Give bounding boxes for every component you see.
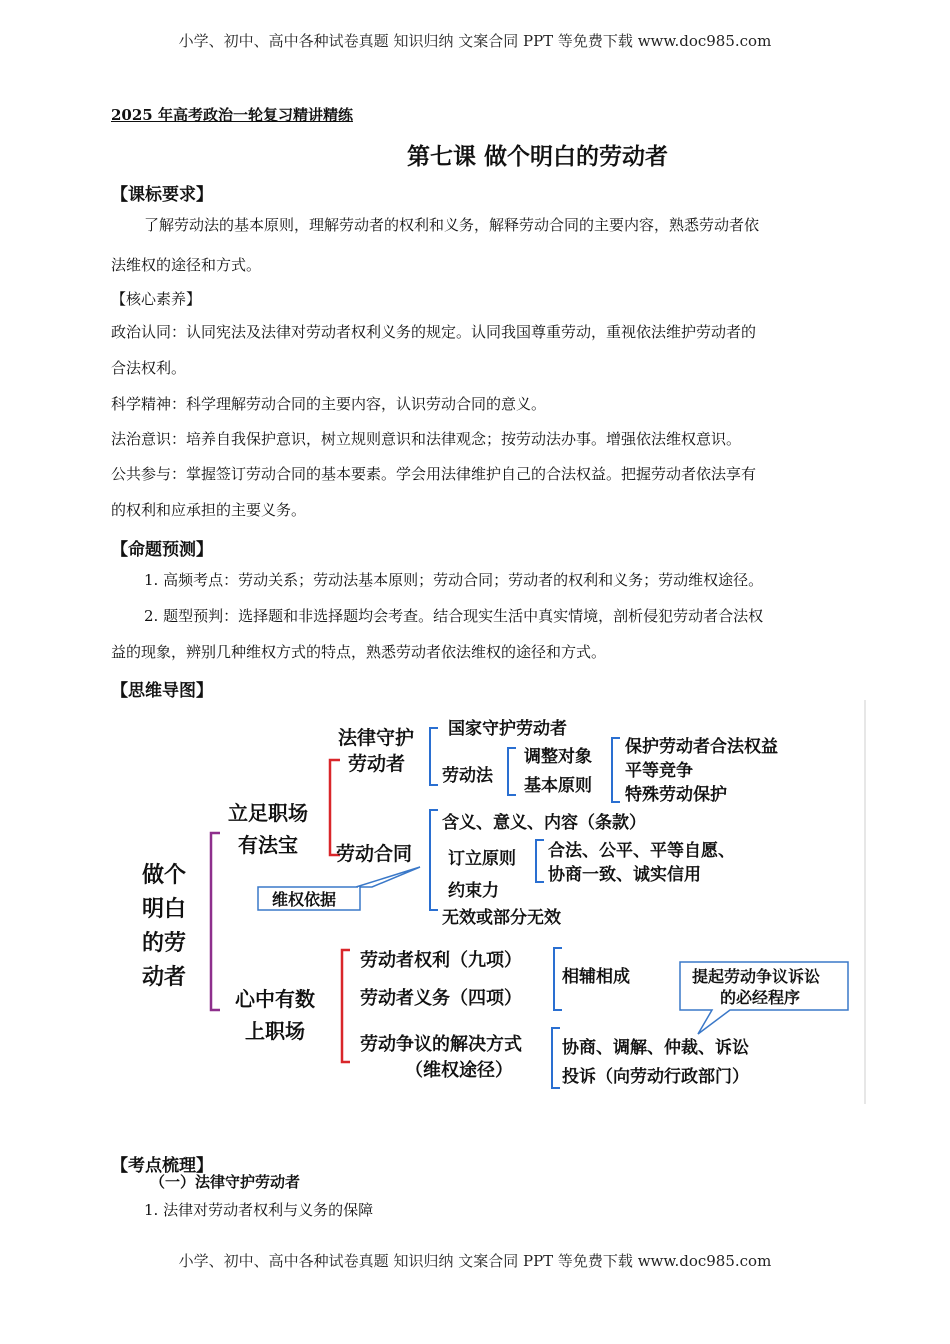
- rights-duties-bracket: [554, 948, 562, 1010]
- root-line: 动者: [142, 965, 187, 990]
- root-line: 明白: [142, 897, 187, 922]
- branch1-line: 有法宝: [238, 833, 298, 857]
- root-line: 的劳: [142, 931, 187, 956]
- root-line: 做个: [142, 863, 187, 888]
- dispute-line: （维权途径）: [405, 1060, 513, 1081]
- procedure-callout-line: 的必经程序: [720, 988, 801, 1007]
- law-protect-line: 劳动者: [348, 753, 406, 775]
- prediction-item2-line2: 益的现象，辨别几种维权方式的特点，熟悉劳动者依法维权的途径和方式。: [111, 643, 607, 661]
- dispute-way: 投诉（向劳动行政部门）: [562, 1067, 749, 1087]
- prediction-heading: 【命题预测】: [111, 540, 213, 560]
- literacy-science: 科学精神：科学理解劳动合同的主要内容，认识劳动合同的意义。: [111, 395, 547, 413]
- branch2-bracket: [342, 950, 350, 1062]
- literacy-public-line2: 的权利和应承担的主要义务。: [111, 501, 307, 519]
- binding-force: 约束力: [448, 881, 499, 901]
- mind-map: [120, 700, 868, 1110]
- standards-line1: 了解劳动法的基本原则，理解劳动者的权利和义务，解释劳动合同的主要内容，熟悉劳动者依: [144, 216, 760, 234]
- law-protect-bracket: [430, 728, 438, 785]
- root-node: [142, 863, 186, 990]
- duties-node: 劳动者义务（四项）: [360, 988, 522, 1009]
- basic-principle: 基本原则: [524, 776, 592, 796]
- prediction-item1: 1. 高频考点：劳动关系；劳动法基本原则；劳动合同；劳动者的权利和义务；劳动维权途径。: [144, 571, 764, 589]
- branch2-line: 上职场: [245, 1019, 305, 1043]
- sign-item: 协商一致、诚实信用: [548, 865, 701, 885]
- root-bracket: [211, 833, 220, 1010]
- principle-item: 平等竞争: [625, 761, 693, 781]
- sign-items-bracket: [536, 840, 544, 882]
- mindmap-heading: 【思维导图】: [111, 681, 213, 701]
- top-banner: 小学、初中、高中各种试卷真题 知识归纳 文案合同 PPT 等免费下载 www.doc985.com: [178, 32, 772, 50]
- basis-callout: 维权依据: [272, 890, 337, 909]
- branch1-node: [228, 801, 308, 857]
- principle-item: 特殊劳动保护: [625, 785, 727, 805]
- contract-bracket: [430, 810, 438, 910]
- law-protect-node: [338, 726, 414, 775]
- prediction-item2-line1: 2. 题型预判：选择题和非选择题均会考查。结合现实生活中真实情境，剖析侵犯劳动者合法权: [144, 607, 764, 625]
- adjust-object: 调整对象: [524, 747, 592, 767]
- points-item1: 1. 法律对劳动者权利与义务的保障: [144, 1201, 374, 1219]
- literacy-public-line1: 公共参与：掌握签订劳动合同的基本要素。学会用法律维护自己的合法权益。把握劳动者依法享有: [111, 465, 757, 483]
- literacy-political-line2: 合法权利。: [111, 359, 187, 377]
- invalid-contract: 无效或部分无效: [442, 908, 561, 928]
- literacy-political-line1: 政治认同：认同宪法及法律对劳动者权利义务的规定。认同我国尊重劳动，重视依法维护劳动者的: [111, 323, 757, 341]
- series-title: 2025 年高考政治一轮复习精讲精练: [111, 106, 353, 124]
- branch1-line: 立足职场: [228, 801, 308, 825]
- dispute-way: 协商、调解、仲裁、诉讼: [562, 1038, 749, 1058]
- branch2-line: 心中有数: [235, 987, 315, 1011]
- procedure-callout-line: 提起劳动争议诉讼: [692, 967, 821, 986]
- standards-heading: 【课标要求】: [111, 185, 213, 205]
- standards-line2: 法维权的途径和方式。: [111, 256, 262, 274]
- points-heading: 【考点梳理】: [111, 1156, 213, 1176]
- contract-meaning: 含义、意义、内容（条款）: [442, 813, 646, 833]
- dispute-line: 劳动争议的解决方式: [360, 1034, 522, 1055]
- rights-node: 劳动者权利（九项）: [360, 950, 522, 971]
- principles-bracket: [612, 738, 620, 802]
- literacy-law: 法治意识：培养自我保护意识，树立规则意识和法律观念；按劳动法办事。增强依法维权意识。: [111, 430, 742, 448]
- bottom-banner: 小学、初中、高中各种试卷真题 知识归纳 文案合同 PPT 等免费下载 www.doc985.com: [178, 1252, 772, 1270]
- law-protect-line: 法律守护: [338, 727, 415, 749]
- contract-node: 劳动合同: [336, 843, 413, 865]
- branch1-bracket: [330, 760, 340, 855]
- points-sub1: （一）法律守护劳动者: [150, 1173, 301, 1191]
- complement-node: 相辅相成: [562, 967, 630, 987]
- branch2-node: [235, 987, 315, 1043]
- mind-map-svg: [120, 700, 868, 1110]
- state-protect: 国家守护劳动者: [448, 719, 567, 739]
- lesson-title: 第七课 做个明白的劳动者: [406, 144, 668, 170]
- sign-principle: 订立原则: [448, 849, 516, 869]
- labor-law-bracket: [508, 748, 516, 795]
- literacy-heading: 【核心素养】: [111, 290, 202, 308]
- dispute-ways-bracket: [552, 1028, 560, 1088]
- principle-item: 保护劳动者合法权益: [625, 737, 778, 757]
- sign-item: 合法、公平、平等自愿、: [548, 841, 735, 861]
- labor-law: 劳动法: [442, 766, 493, 786]
